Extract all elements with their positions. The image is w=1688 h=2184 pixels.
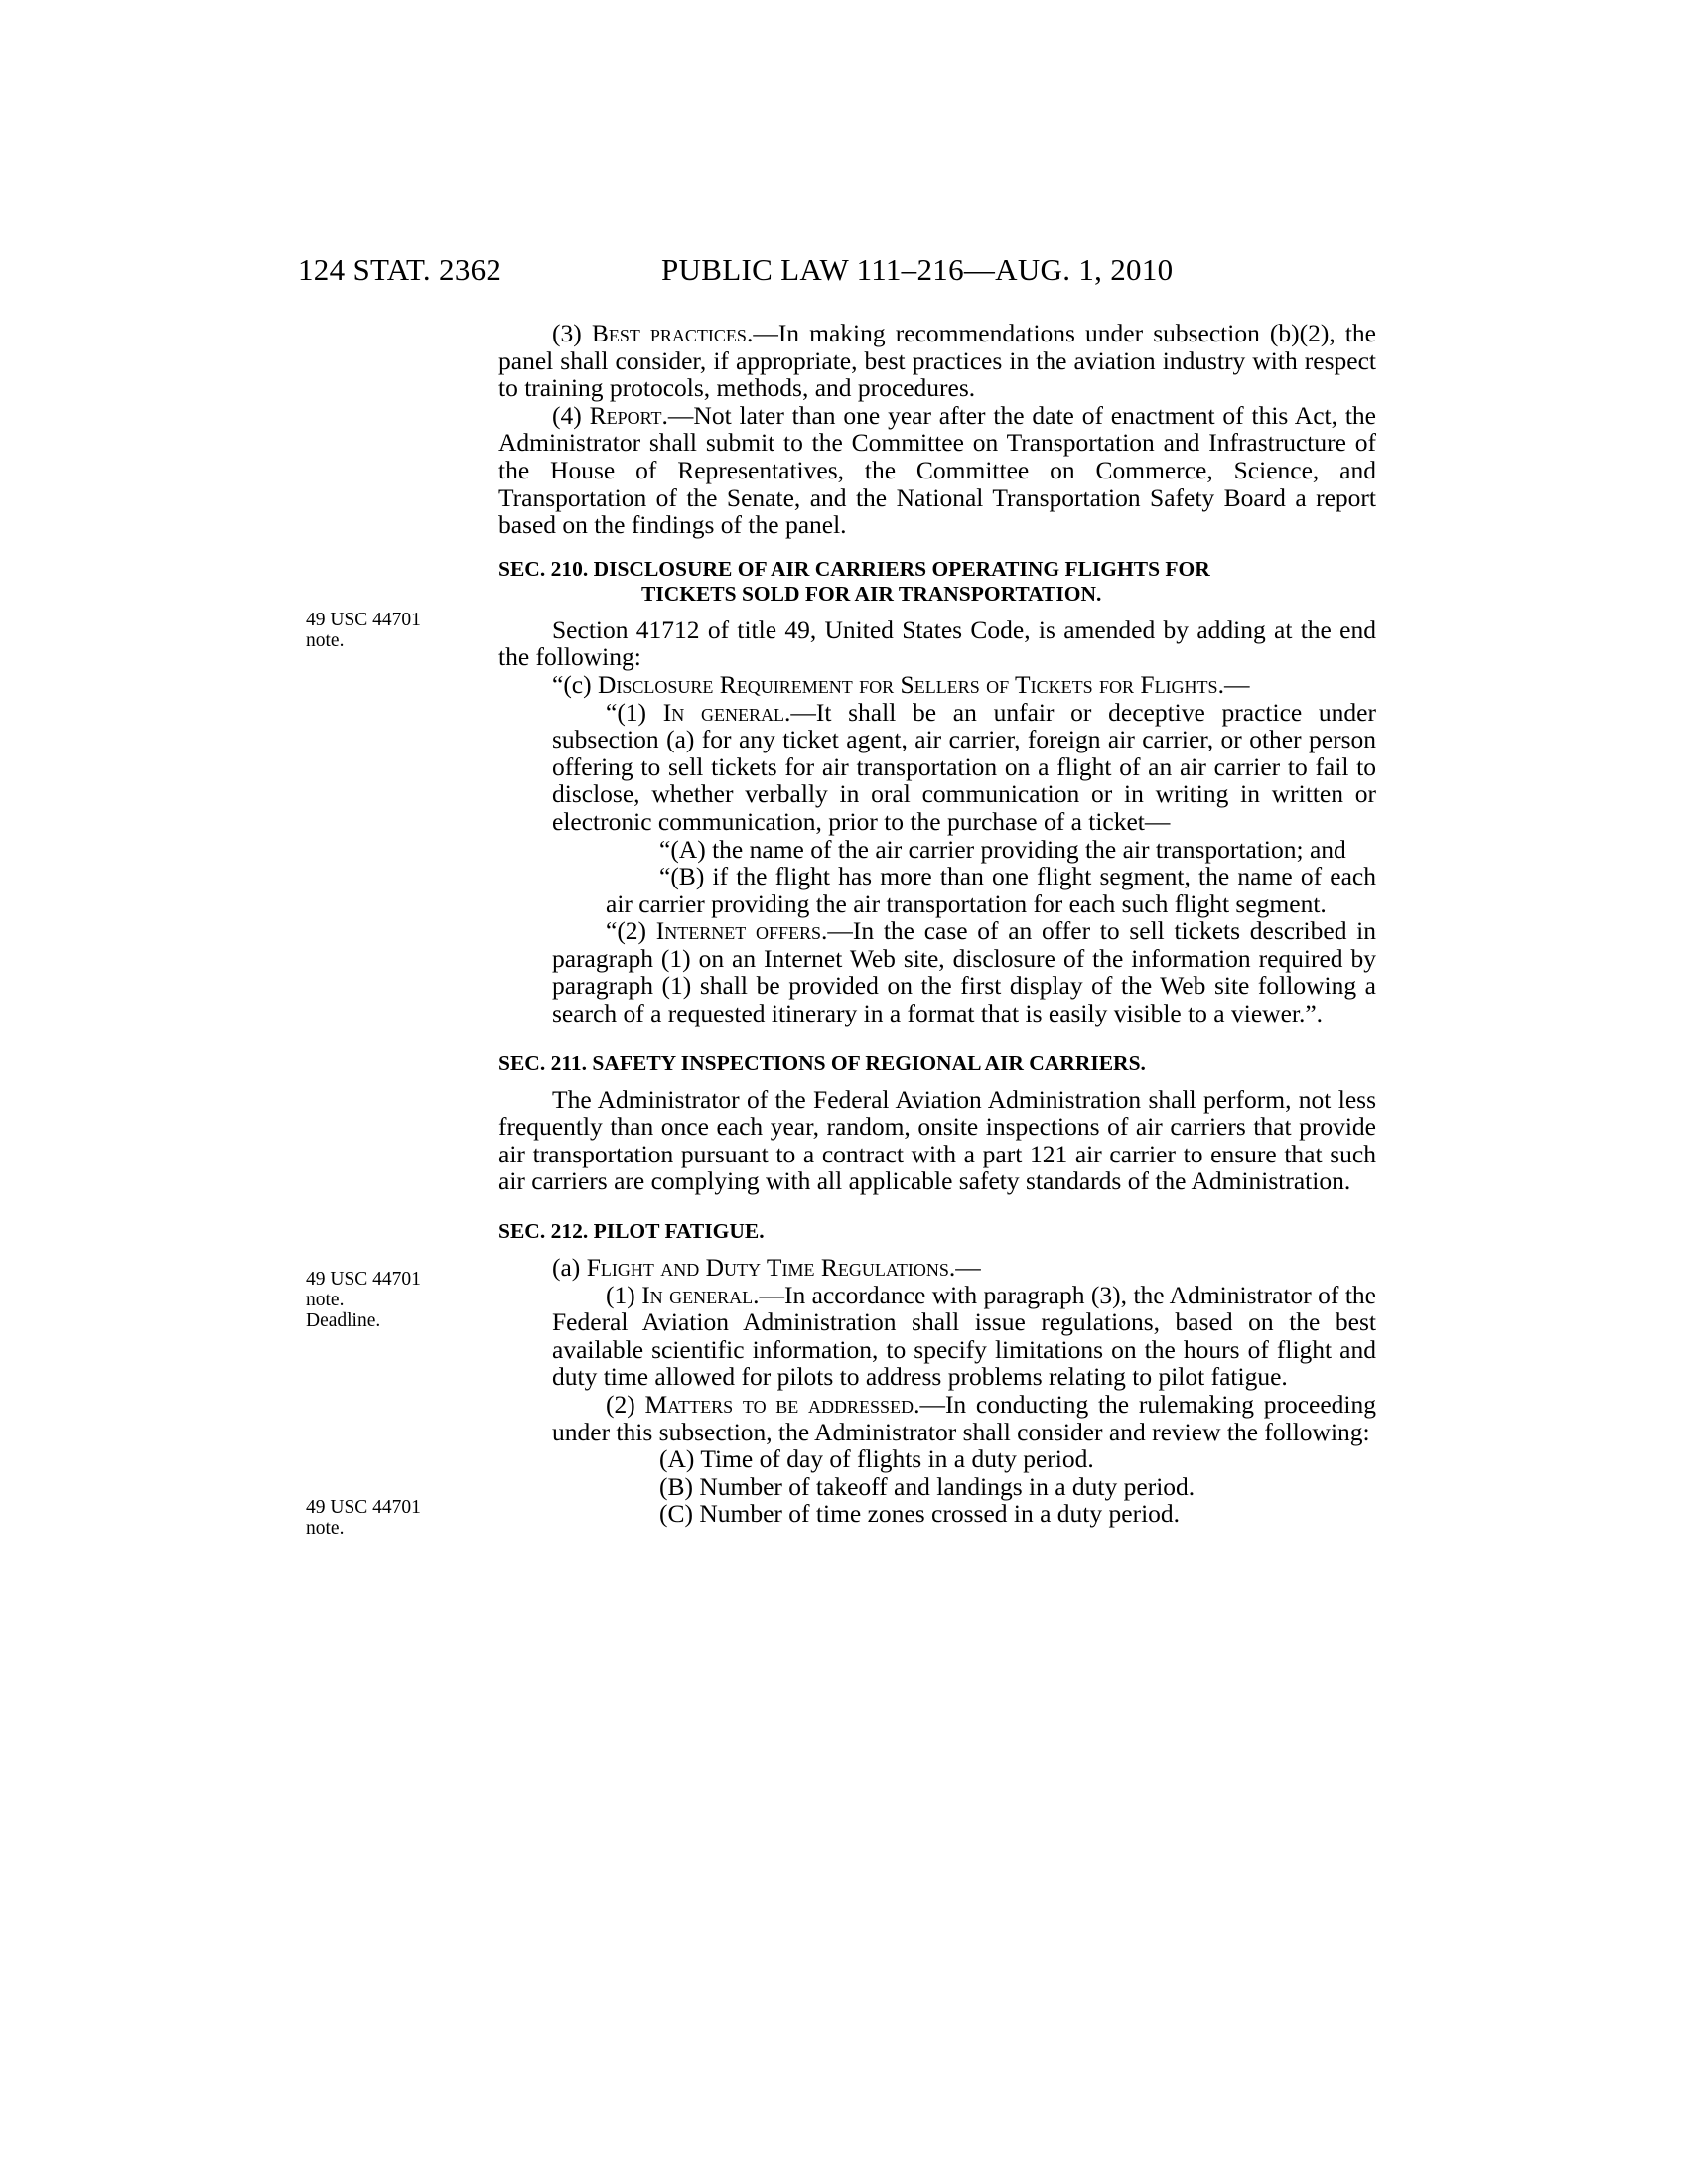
paragraph-3-best-practices: (3) Best practices.—In making recommendations under subsection (b)(2), the panel shall consider, if appropriate, best practices in the aviation industry with respect to training protocols, methods, and procedures. <box>498 319 1376 403</box>
margin-note-line: note. <box>306 630 345 651</box>
running-header: PUBLIC LAW 111–216—AUG. 1, 2010 <box>661 252 1174 287</box>
paragraph-4-report: (4) Report.—Not later than one year after the date of enactment of this Act, the Administrator shall submit to the Committee on Transportation and Infrastructure of the House of Representatives, the Committee on Commerce, Science, and Transportation of the Senate, and the National Transportation Safety Board a report based on the findings of the panel. <box>498 400 1376 540</box>
subsection-c-heading: “(c) Disclosure Requirement for Sellers of Tickets for Flights.— <box>552 669 1250 699</box>
section-211-heading: SEC. 211. SAFETY INSPECTIONS OF REGIONAL AIR CARRIERS. <box>498 1050 1146 1075</box>
subsection-c2: “(2) Internet offers.—In the case of an offer to sell tickets described in paragraph (1) on an Internet Web site, disclosure of the information required by paragraph (1) shall be provided on the first display of the Web site following a search of a requested itinerary in a format that is easily visible to a viewer.”. <box>552 916 1376 1028</box>
margin-note-line: Deadline. <box>306 1310 381 1331</box>
margin-note-line: 49 USC 44701 <box>306 1269 421 1290</box>
margin-note-sec212 <box>306 1497 455 1539</box>
margin-note-sec210 <box>306 610 455 651</box>
subsection-a-heading: (a) Flight and Duty Time Regulations.— <box>552 1253 981 1283</box>
paragraph-heading: In general <box>662 697 784 727</box>
subsection-c1: “(1) In general.—It shall be an unfair or deceptive practice under subsection (a) for any ticket agent, air carrier, foreign air carrier, or other person offering to sell tickets for air transportation on a flight of an air carrier to fail to disclose, whether verbally in oral communication or in writing in written or electronic communication, prior to the purchase of a ticket— <box>552 697 1376 836</box>
document-body <box>498 320 1376 1528</box>
subparagraph-c1-B: “(B) if the flight has more than one flight segment, the name of each air carrier providing the air transportation for each such flight segment. <box>606 862 1376 918</box>
section-210-heading: SEC. 210. DISCLOSURE OF AIR CARRIERS OPERATING FLIGHTS FOR TICKETS SOLD FOR AIR TRANSPORTATION. <box>498 556 1210 606</box>
margin-note-line: note. <box>306 1518 345 1539</box>
paragraph-heading: Best practices <box>591 319 747 347</box>
subparagraph-a2-C: (C) Number of time zones crossed in a duty period. <box>659 1499 1181 1529</box>
section-210-intro: Section 41712 of title 49, United States Code, is amended by adding at the end the following: <box>498 614 1376 672</box>
section-212-heading: SEC. 212. PILOT FATIGUE. <box>498 1219 765 1244</box>
subparagraph-a2-B: (B) Number of takeoff and landings in a duty period. <box>659 1471 1196 1501</box>
paragraph-heading: Flight and Duty Time Regulations <box>586 1253 949 1283</box>
subsection-a1: (1) In general.—In accordance with paragraph (3), the Administrator of the Federal Aviation Administration shall issue regulations, based on the best available scientific information, to specify limitations on the hours of flight and duty time allowed for pilots to address problems relating to pilot fatigue. <box>552 1280 1376 1392</box>
subsection-a2: (2) Matters to be addressed.—In conducting the rulemaking proceeding under this subsection, the Administrator shall consider and review the following: <box>552 1390 1376 1446</box>
margin-note-sec211 <box>306 1269 455 1331</box>
paragraph-heading: Internet offers <box>655 916 821 946</box>
paragraph-heading: In general <box>641 1280 754 1309</box>
paragraph-heading: Report <box>589 400 662 430</box>
margin-note-line: 49 USC 44701 <box>306 610 421 630</box>
paragraph-heading: Disclosure Requirement for Sellers of Tickets for Flights <box>598 669 1218 699</box>
statute-page-number: 124 STAT. 2362 <box>298 252 502 287</box>
margin-note-line: note. <box>306 1290 345 1310</box>
margin-note-line: 49 USC 44701 <box>306 1497 421 1518</box>
subparagraph-c1-A: “(A) the name of the air carrier providing the air transportation; and <box>659 834 1346 864</box>
subparagraph-a2-A: (A) Time of day of flights in a duty period. <box>659 1444 1094 1474</box>
section-211-text: The Administrator of the Federal Aviation Administration shall perform, not less frequently than once each year, random, onsite inspections of air carriers that provide air transportation pursuant to a contract with a part 121 air carrier to ensure that such air carriers are complying with all applicable safety standards of the Administration. <box>498 1084 1376 1196</box>
paragraph-heading: Matters to be addressed <box>644 1390 914 1419</box>
